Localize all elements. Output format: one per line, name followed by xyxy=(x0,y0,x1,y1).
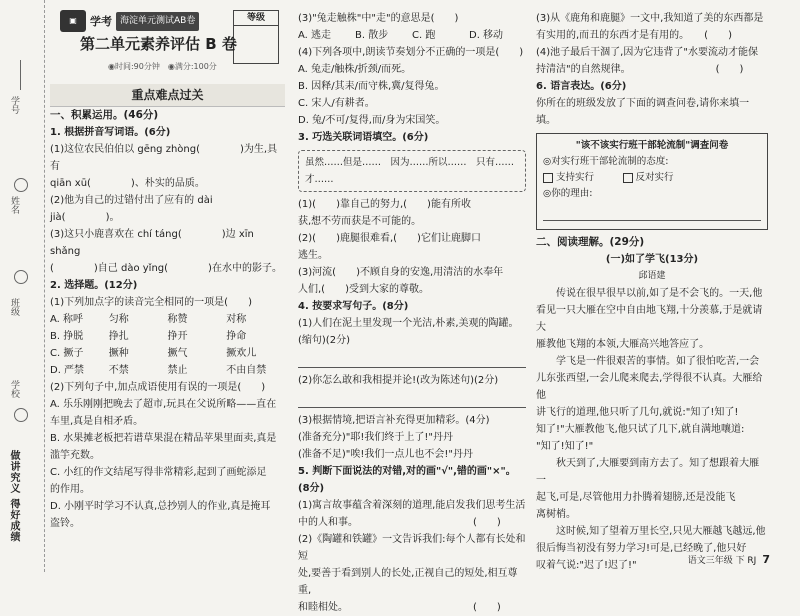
question-text: (2)你怎么敢和我相提并论!(改为陈述句)(2分) xyxy=(298,375,499,386)
answer-line[interactable] xyxy=(298,353,526,368)
choice-option: 称赞 xyxy=(167,314,188,325)
choice-option: A. 称呼 xyxy=(50,314,84,325)
choice-row xyxy=(50,362,285,379)
question-heading: 6. 语言表达。(6分) xyxy=(536,81,627,92)
choice-option: 挣扎 xyxy=(108,331,129,342)
section-heading: 二、阅读理解。(29分) xyxy=(536,236,645,248)
question-text: 起飞,可是,尽管他用力扑腾着翅膀,还是没能飞 xyxy=(536,492,736,503)
brand-logo-icon: ▣ xyxy=(60,10,86,32)
question-text: (3)河流( )不顾自身的安逸,用清洁的水奉年 xyxy=(298,267,504,278)
survey-options xyxy=(543,170,761,186)
question-text: 盗铃。 xyxy=(50,518,80,529)
choice-option: B. 散步 xyxy=(355,30,389,41)
survey-card xyxy=(536,133,768,230)
choice-option: 对称 xyxy=(226,314,247,325)
slogan: 做讲究义 得好成绩 xyxy=(8,450,19,543)
question-text: A. 乐乐刚刚把晚去了超市,玩具在父说所略——直在 xyxy=(50,399,277,410)
question-text: 车里,真是自相矛盾。 xyxy=(50,416,144,427)
support-label: 支持实行 xyxy=(556,172,595,183)
question-text: 和睦相处。 ( ) xyxy=(298,602,501,613)
answer-line[interactable] xyxy=(298,393,526,408)
question-text: C. 小红的作文结尾写得非常精彩,起到了画蛇添足 xyxy=(50,467,267,478)
binding-margin xyxy=(0,0,45,572)
binding-hole xyxy=(14,408,28,422)
column-middle xyxy=(298,10,526,616)
question-heading: 4. 按要求写句子。(8分) xyxy=(298,301,409,312)
column-left xyxy=(50,10,285,532)
choice-option: C. 跑 xyxy=(412,30,436,41)
choice-row xyxy=(50,311,285,328)
question-text: 讲飞行的道理,他只听了几句,就说:"知了!知了! xyxy=(536,407,739,418)
choice-option: 撅欢儿 xyxy=(226,348,257,359)
section-banner: 重点难点过关 xyxy=(50,84,285,107)
question-text: 叹着气说:"迟了!迟了!" xyxy=(536,560,637,571)
question-text: 儿东张西望,一会儿爬来爬去,学得很不认真。大雁给他 xyxy=(536,373,763,401)
question-text: 人们,( )受到大家的尊敬。 xyxy=(298,284,429,295)
question-text: (4)下列各项中,朗读节奏划分不正确的一项是( ) xyxy=(298,47,524,58)
question-text: 雁教他飞翔的本领,大雁高兴地答应了。 xyxy=(536,339,710,350)
question-text: (准备不足)"唉!我们一点儿也不会!"丹丹 xyxy=(298,449,474,460)
question-heading: 3. 巧选关联词语填空。(6分) xyxy=(298,132,429,143)
question-text: qiān xū( )、朴实的品质。 xyxy=(50,178,205,189)
choice-option: 不禁 xyxy=(108,365,129,376)
question-text: A. 兔走/触株/折颈/而死。 xyxy=(298,64,412,75)
question-text: (3)这只小鹿喜欢在 chí táng( )边 xīn shǎng xyxy=(50,229,254,257)
passage-text: 学飞是一件很艰苦的事情。如了很怕吃苦,一会 xyxy=(556,356,760,367)
footer-text: 语文三年级 下 RJ xyxy=(687,556,757,566)
question-text: (2)《陶罐和铁罐》一文告诉我们:每个人都有长处和短 xyxy=(298,534,526,562)
choice-option: 禁止 xyxy=(167,365,188,376)
section-heading: 一、积累运用。(46分) xyxy=(50,109,159,121)
choice-option: 撅种 xyxy=(108,348,129,359)
question-text: (1)这位农民伯伯以 gēng zhòng( )为生,具有 xyxy=(50,144,278,172)
question-text: D. 小刚平时学习不认真,总抄别人的作业,真是掩耳 xyxy=(50,501,271,512)
question-text: "知了!知了!" xyxy=(536,441,594,452)
question-text: 滥竽充数。 xyxy=(50,450,100,461)
choice-option: 不由自禁 xyxy=(226,365,267,376)
question-text: 离树梢。 xyxy=(536,509,576,520)
student-id-label: 学号 xyxy=(9,96,19,114)
question-text: 获,想不劳而获是不可能的。 xyxy=(298,216,422,227)
choice-option: 挣命 xyxy=(226,331,247,342)
question-text: 逃生。 xyxy=(298,250,328,261)
question-text: (3)"兔走触株"中"走"的意思是( ) xyxy=(298,13,459,24)
brand-subtitle: 海淀单元测试AB卷 xyxy=(116,12,199,31)
grade-label: 等级 xyxy=(234,11,278,26)
question-text: 处,要善于看到别人的长处,正视自己的短处,相互尊重, xyxy=(298,568,518,596)
choice-row xyxy=(50,345,285,362)
question-text: (缩句)(2分) xyxy=(298,335,350,346)
choice-option: D. 严禁 xyxy=(50,365,85,376)
survey-question: ◎对实行班干部轮流制的态度: xyxy=(543,156,669,167)
question-text: (1)下列加点字的读音完全相同的一项是( ) xyxy=(50,297,252,308)
choice-option: B. 挣脱 xyxy=(50,331,84,342)
question-text: 你所在的班级发放了下面的调查问卷,请你来填一填。 xyxy=(536,98,750,126)
question-text: ( )自己 dào yǐng( )在水中的影子。 xyxy=(50,263,282,274)
question-text: (2)下列句子中,加点成语使用有误的一项是( ) xyxy=(50,382,266,393)
question-text: 知了!"大雁教他飞,他只试了几下,就自满地嚷道: xyxy=(536,424,745,435)
question-text: (3)根据情境,把语言补充得更加精彩。(4分) xyxy=(298,415,490,426)
word-bank: 虽然……但是…… 因为……所以…… 只有……才…… xyxy=(298,150,526,192)
question-text: 很后悔当初没有努力学习!可是,已经晚了,他只好 xyxy=(536,543,747,554)
binding-hole xyxy=(14,270,28,284)
question-text: 有实用的,而丑的东西才是有用的。 ( ) xyxy=(536,30,732,41)
choice-option: 撅气 xyxy=(167,348,188,359)
question-text: B. 水果摊老板把若谱草果混在精品苹果里面卖,真是 xyxy=(50,433,277,444)
survey-reason: ◎你的理由: xyxy=(543,188,593,199)
question-text: (1)寓言故事蕴含着深刻的道理,能启发我们思考生活 xyxy=(298,500,526,511)
question-text: B. 因释/其耒/而守株,冀/复得兔。 xyxy=(298,81,445,92)
choice-option: C. 撅子 xyxy=(50,348,84,359)
passage-text: 传说在很早很早以前,如了是不会飞的。一天,他 xyxy=(556,288,763,299)
question-heading: 5. 判断下面说法的对错,对的画"√",错的画"×"。(8分) xyxy=(298,466,516,494)
question-text: (3)从《鹿角和鹿腿》一文中,我知道了美的东西都是 xyxy=(536,13,764,24)
question-text: (1)人们在泥土里发现一个光洁,朴素,美观的陶罐。 xyxy=(298,318,519,329)
oppose-label: 反对实行 xyxy=(635,172,674,183)
choice-option: 匀称 xyxy=(108,314,129,325)
exam-meta xyxy=(108,58,217,75)
question-text: 的作用。 xyxy=(50,484,90,495)
class-label: 班级 xyxy=(9,298,19,316)
question-text: (2)他为自己的过错付出了应有的 dài jià( )。 xyxy=(50,195,213,223)
binding-hole xyxy=(14,178,28,192)
choice-option: 挣开 xyxy=(167,331,188,342)
choice-row xyxy=(50,328,285,345)
passage-title: (一)如了学飞(13分) xyxy=(605,254,699,265)
divider xyxy=(20,60,21,90)
page-title: 第二单元素养评估 B 卷 xyxy=(80,35,237,53)
question-heading: 1. 根据拼音写词语。(6分) xyxy=(50,127,171,138)
question-text: D. 兔/不可/复得,而/身为宋国笑。 xyxy=(298,115,446,126)
grade-box xyxy=(233,10,279,64)
question-text: 持清洁"的自然规律。 ( ) xyxy=(536,64,744,75)
school-label: 学校 xyxy=(9,380,19,398)
choice-row xyxy=(298,27,526,44)
score-info: ◉满分:100分 xyxy=(167,62,217,71)
choice-option: A. 逃走 xyxy=(298,30,332,41)
column-right xyxy=(536,10,768,574)
time-info: ◉时间:90分钟 xyxy=(108,62,160,71)
question-text: (准备充分)"耶!我们终于上了!"丹丹 xyxy=(298,432,454,443)
brand xyxy=(60,10,199,32)
question-text: C. 宋人/有耕者。 xyxy=(298,98,375,109)
question-text: (1)( )靠自己的努力,( )能有所收 xyxy=(298,199,471,210)
passage-author: 邱语建 xyxy=(638,271,666,281)
brand-name: 学考 xyxy=(90,14,112,28)
name-label: 姓名 xyxy=(9,196,19,214)
reason-line[interactable] xyxy=(543,206,761,221)
column-left-body xyxy=(50,107,285,532)
passage-text: 秋天到了,大雁要到南方去了。知了想跟着大雁一 xyxy=(536,458,760,486)
oppose-checkbox[interactable] xyxy=(623,173,633,183)
footer xyxy=(688,553,770,566)
question-text: (2)( )鹿腿很难看,( )它们让鹿脚口 xyxy=(298,233,481,244)
survey-title: "该不该实行班干部轮流制"调查问卷 xyxy=(575,140,729,151)
support-checkbox[interactable] xyxy=(543,173,553,183)
passage-text: 这时候,知了望着万里长空,只见大雁越飞越远,他 xyxy=(556,526,766,537)
question-text: 看见一只大雁在空中自由地飞翔,十分羡慕,于是就请大 xyxy=(536,305,763,333)
choice-option: D. 移动 xyxy=(469,30,504,41)
page-number: 7 xyxy=(762,553,770,566)
question-text: 中的人和事。 ( ) xyxy=(298,517,501,528)
header xyxy=(50,10,285,71)
question-text: (4)池子最后干涸了,因为它违背了"水要流动才能保 xyxy=(536,47,758,58)
question-heading: 2. 选择题。(12分) xyxy=(50,280,138,291)
